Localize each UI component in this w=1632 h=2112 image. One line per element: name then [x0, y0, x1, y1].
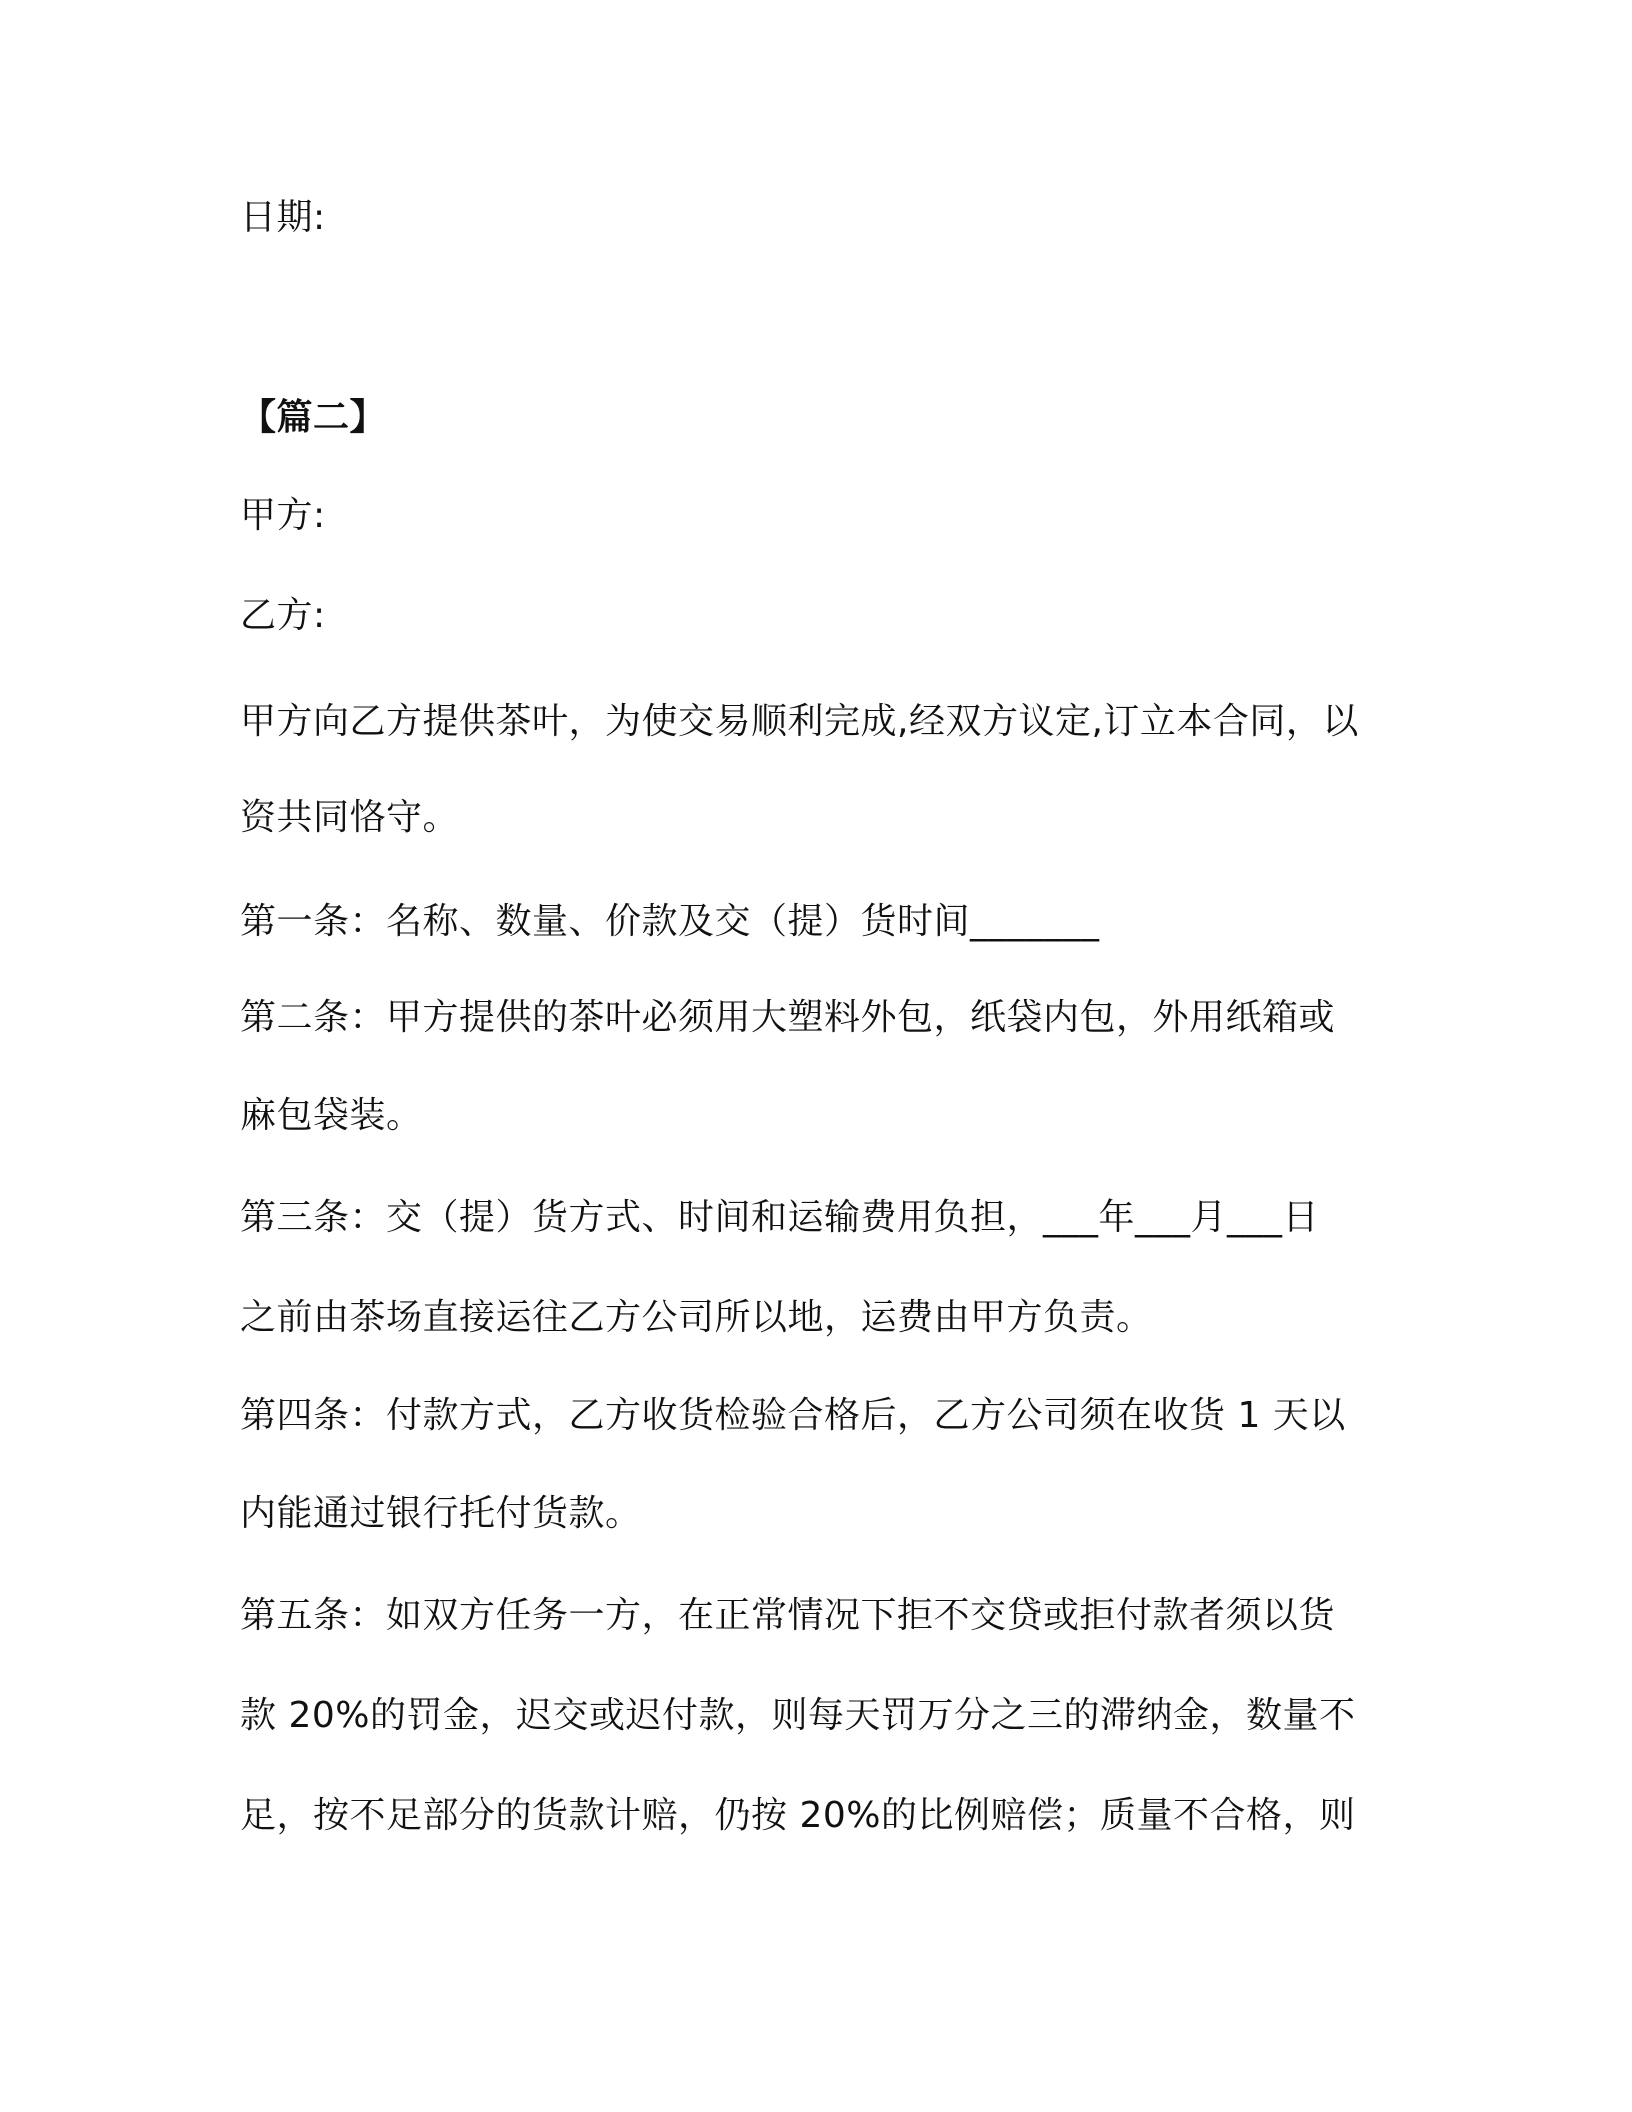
- party-b-label: 乙方:: [240, 595, 326, 636]
- intro-line-1: 甲方向乙方提供茶叶，为使交易顺利完成,经双方议定,订立本合同，以: [240, 701, 1359, 742]
- article-1-line-1: 第一条：名称、数量、价款及交（提）货时间_______: [240, 901, 1100, 942]
- article-2-line-2: 麻包袋装。: [240, 1095, 423, 1136]
- date-label: 日期:: [240, 197, 326, 238]
- article-3-line-2: 之前由茶场直接运往乙方公司所以地，运费由甲方负责。: [240, 1297, 1153, 1338]
- section-title: 【篇二】: [240, 397, 387, 438]
- article-3-line-1: 第三条：交（提）货方式、时间和运输费用负担，___年___月___日: [240, 1197, 1320, 1238]
- article-4-line-2: 内能通过银行托付货款。: [240, 1493, 642, 1534]
- party-a-label: 甲方:: [240, 495, 326, 536]
- article-2-line-1: 第二条：甲方提供的茶叶必须用大塑料外包，纸袋内包，外用纸箱或: [240, 997, 1336, 1038]
- article-5-line-3: 足，按不足部分的货款计赔，仍按 20%的比例赔偿；质量不合格，则: [240, 1795, 1356, 1836]
- article-5-line-1: 第五条：如双方任务一方，在正常情况下拒不交贷或拒付款者须以货: [240, 1595, 1336, 1636]
- article-5-line-2: 款 20%的罚金，迟交或迟付款，则每天罚万分之三的滞纳金，数量不: [240, 1695, 1356, 1736]
- intro-line-2: 资共同恪守。: [240, 797, 460, 838]
- article-4-line-1: 第四条：付款方式，乙方收货检验合格后，乙方公司须在收货 1 天以: [240, 1395, 1346, 1436]
